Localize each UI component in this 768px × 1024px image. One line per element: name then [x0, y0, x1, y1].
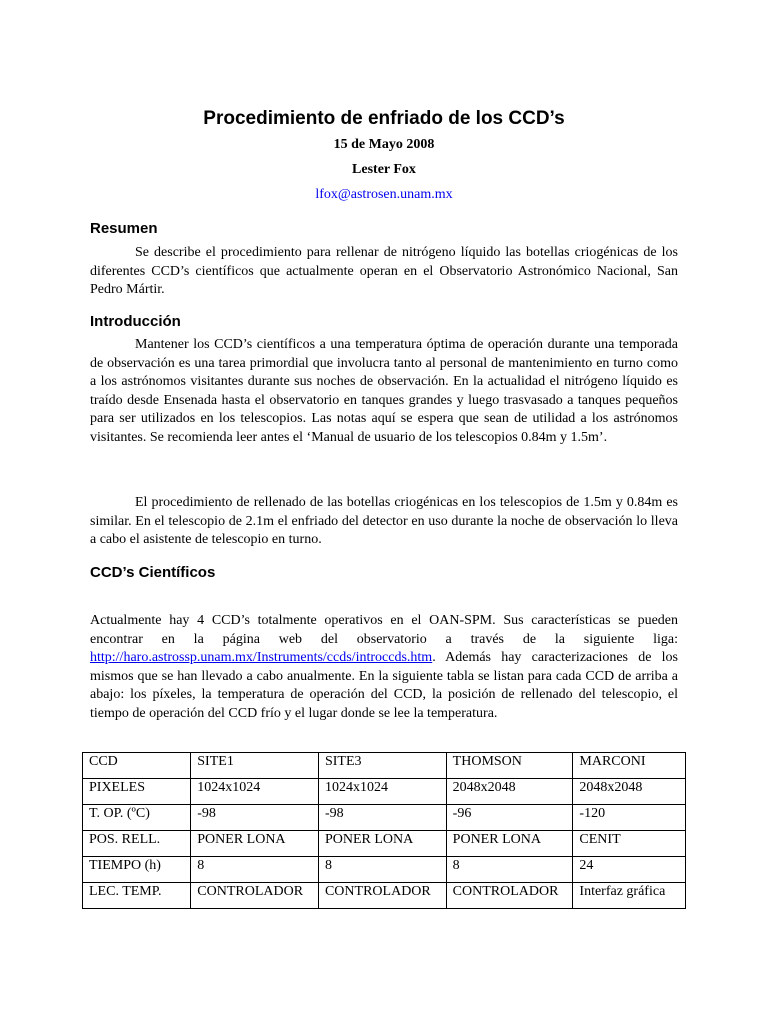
table-cell: -98 [191, 805, 319, 831]
table-cell: 1024x1024 [318, 779, 446, 805]
table-cell: 1024x1024 [191, 779, 319, 805]
table-cell: -98 [318, 805, 446, 831]
table-row [83, 857, 686, 883]
table-row [83, 753, 686, 779]
table-row [83, 831, 686, 857]
table-cell: 8 [318, 857, 446, 883]
introduccion-paragraph-1: Mantener los CCD’s científicos a una temperatura óptima de operación durante una temporada de observación es una tarea primordial que involucra tanto al personal de mantenimiento en turno como a los astrónomos visitantes durante sus noches de observación. En la actualidad el nitrógeno líquido es traído desde Ensenada hasta el observatorio en tanques grandes y luego trasvasado a tanques pequeños para ser utilizados en los telescopios. Las notas aquí se espera que sean de utilidad a los astrónomos visitantes. Se recomienda leer antes el ‘Manual de usuario de los telescopios 0.84m y 1.5m’. [90, 337, 678, 445]
table-cell: -96 [446, 805, 573, 831]
author-email-link[interactable]: lfox@astrosen.unam.mx [315, 187, 453, 202]
table-row [83, 779, 686, 805]
table-cell: PIXELES [83, 779, 191, 805]
table-cell: POS. RELL. [83, 831, 191, 857]
table-cell: 2048x2048 [446, 779, 573, 805]
table-cell: THOMSON [446, 753, 573, 779]
resumen-paragraph: Se describe el procedimiento para rellenar de nitrógeno líquido las botellas criogénicas de los diferentes CCD’s científicos que actualmente operan en el Observatorio Astronómico Nacional, San Pedro Mártir. [90, 245, 678, 297]
ccds-text-after-link: . Además hay caracterizaciones de los mismos que se han llevado a cabo anualmente. En la siguiente tabla se listan para cada CCD de arriba a abajo: los píxeles, la temperatura de operación del CCD, la posición de rellenado del telescopio, el tiempo de operación del CCD frío y el lugar donde se lee la temperatura. [90, 650, 678, 721]
table-cell: PONER LONA [318, 831, 446, 857]
table-cell: PONER LONA [446, 831, 573, 857]
table-cell: 8 [446, 857, 573, 883]
introduccion-paragraph-2: El procedimiento de rellenado de las botellas criogénicas en los telescopios de 1.5m y 0.84m es similar. En el telescopio de 2.1m el enfriado del detector en uso durante la noche de observación lo lleva a cabo el asistente de telescopio en turno. [90, 495, 678, 547]
table-cell: LEC. TEMP. [83, 883, 191, 909]
table-cell: 8 [191, 857, 319, 883]
table-cell: CENIT [573, 831, 686, 857]
table-row [83, 883, 686, 909]
table-cell: 24 [573, 857, 686, 883]
table-cell: 2048x2048 [573, 779, 686, 805]
ccds-web-link[interactable]: http://haro.astrossp.unam.mx/Instruments/ccds/introccds.htm [90, 650, 433, 665]
table-cell: PONER LONA [191, 831, 319, 857]
document-author: Lester Fox [352, 162, 416, 177]
table-row [83, 805, 686, 831]
ccds-text-before-link: Actualmente hay 4 CCD’s totalmente operativos en el OAN-SPM. Sus características se pueden encontrar en la página web del observatorio a través de la siguiente liga: [90, 613, 678, 647]
document-date: 15 de Mayo 2008 [333, 137, 435, 152]
resumen-heading: Resumen [90, 220, 158, 237]
ccds-paragraph [90, 612, 678, 723]
table-cell: -120 [573, 805, 686, 831]
table-cell: TIEMPO (h) [83, 857, 191, 883]
table-cell: MARCONI [573, 753, 686, 779]
table-cell: CCD [83, 753, 191, 779]
ccd-table [82, 752, 686, 909]
table-cell: CONTROLADOR [318, 883, 446, 909]
table-cell: CONTROLADOR [446, 883, 573, 909]
document-title: Procedimiento de enfriado de los CCD’s [203, 108, 565, 129]
introduccion-heading: Introducción [90, 313, 181, 330]
table-cell: SITE3 [318, 753, 446, 779]
ccds-heading: CCD’s Científicos [90, 564, 216, 581]
table-cell: Interfaz gráfica [573, 883, 686, 909]
table-cell: CONTROLADOR [191, 883, 319, 909]
table-cell: T. OP. (ºC) [83, 805, 191, 831]
table-cell: SITE1 [191, 753, 319, 779]
